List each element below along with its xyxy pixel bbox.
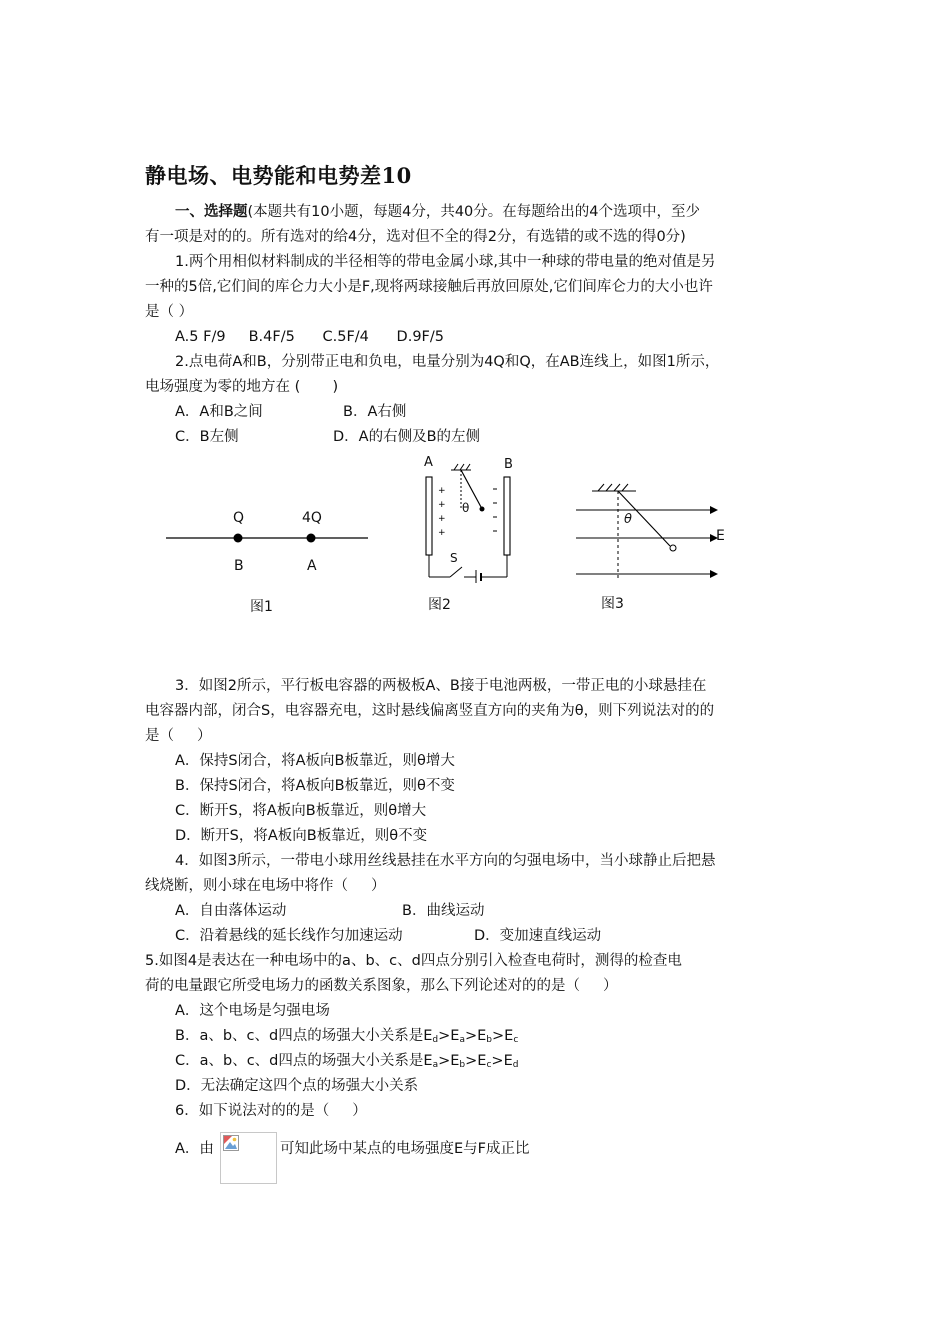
plus-sign: + xyxy=(438,528,446,538)
q3-option-c: C．断开S，将A板向B板靠近，则θ增大 xyxy=(175,803,427,819)
q3-line1: 3．如图2所示，平行板电容器的两极板A、B接于电池两极，一带正电的小球悬挂在 xyxy=(175,678,707,694)
switch-lever xyxy=(450,567,462,577)
hatch xyxy=(598,484,604,491)
q4-option-b: B．曲线运动 xyxy=(402,903,485,919)
symbol-e: E xyxy=(423,1028,433,1044)
q4-option-d: D．变加速直线运动 xyxy=(474,928,602,944)
q5-option-c-text: C．a、b、c、d四点的场强大小关系是 xyxy=(175,1053,424,1069)
q5-option-c xyxy=(175,1051,518,1075)
hatch xyxy=(606,484,612,491)
q5-line1: 5.如图4是表达在一种电场中的a、b、c、d四点分别引入检查电荷时，测得的检查电 xyxy=(145,953,682,969)
q6-option-a-prefix: A．由 xyxy=(175,1141,214,1157)
q2-option-c: C．B左侧 xyxy=(175,429,239,445)
section-heading: 一、选择题 xyxy=(175,204,248,220)
hatch xyxy=(454,464,458,470)
section-intro-line1 xyxy=(175,202,700,222)
subscript-d: d xyxy=(432,1035,439,1045)
symbol-e: E xyxy=(503,1053,513,1069)
document-title: 静电场、电势能和电势差10 xyxy=(145,163,412,188)
figure-3 xyxy=(572,478,732,584)
symbol-e: E xyxy=(504,1028,514,1044)
q3-option-b: B．保持S闭合，将A板向B板靠近，则θ不变 xyxy=(175,778,455,794)
subscript-b: b xyxy=(486,1035,492,1045)
greater-than: > xyxy=(464,1028,478,1044)
hatch xyxy=(622,484,628,491)
q6-line1: 6．如下说法对的的是（ ） xyxy=(175,1103,367,1119)
greater-than: > xyxy=(492,1028,505,1044)
q5-option-b xyxy=(175,1026,518,1050)
charge-b-dot xyxy=(234,534,243,543)
charged-ball xyxy=(670,545,676,551)
q1-line2: 一种的5倍,它们间的库仑力大小是F,现将两球接触后再放回原处,它们间库仑力的大小也许 xyxy=(145,279,713,295)
fig2-plate-b-label: B xyxy=(504,457,513,472)
fig3-angle-label: θ xyxy=(624,512,632,527)
symbol-e: E xyxy=(450,1028,460,1044)
q2-option-d: D．A的右侧及B的左侧 xyxy=(333,429,481,445)
plus-sign: + xyxy=(438,500,446,510)
subscript-a: a xyxy=(459,1035,465,1045)
section-intro-line2: 有一项是对的的。所有选对的给4分，选对但不全的得2分，有选错的或不选的得0分) xyxy=(145,229,686,245)
q5-option-b-text: B．a、b、c、d四点的场强大小关系是 xyxy=(175,1028,424,1044)
subscript-c: c xyxy=(486,1060,492,1070)
section-intro-text: (本题共有10小题，每题4分，共40分。在每题给出的4个选项中，至少 xyxy=(247,204,701,220)
q3-option-d: D．断开S，将A板向B板靠近，则θ不变 xyxy=(175,828,428,844)
fig3-field-label: E xyxy=(716,528,725,544)
q2-line2: 电场强度为零的地方在 ( ) xyxy=(145,379,339,395)
hatch xyxy=(466,464,470,470)
symbol-e: E xyxy=(423,1053,433,1069)
q2-option-b: B．A右侧 xyxy=(343,404,407,420)
subscript-b: b xyxy=(459,1060,466,1070)
charged-ball xyxy=(480,507,485,512)
greater-than: > xyxy=(438,1053,451,1069)
greater-than: > xyxy=(491,1053,504,1069)
fig1-point-a: A xyxy=(307,558,317,574)
q5-option-d: D．无法确定这四个点的场强大小关系 xyxy=(175,1078,419,1094)
subscript-d: d xyxy=(512,1060,519,1070)
q1-line3: 是（ ） xyxy=(145,304,194,320)
q5-line2: 荷的电量跟它所受电场力的函数关系图象，那么下列论述对的的是（ ） xyxy=(145,978,618,994)
subscript-a: a xyxy=(432,1060,439,1070)
figure-2-caption: 图2 xyxy=(428,597,451,613)
figure-2 xyxy=(408,455,530,583)
figure-2-diagram xyxy=(408,455,530,583)
subscript-c: c xyxy=(513,1035,519,1045)
greater-than: > xyxy=(465,1053,478,1069)
broken-image-icon xyxy=(223,1135,239,1151)
q3-line2: 电容器内部，闭合S，电容器充电，这时悬线偏离竖直方向的夹角为θ，则下列说法对的的 xyxy=(145,703,715,719)
q4-option-a: A．自由落体运动 xyxy=(175,903,287,919)
plus-sign: + xyxy=(438,486,446,496)
q3-line3: 是（ ） xyxy=(145,728,212,744)
greater-than: > xyxy=(438,1028,451,1044)
figure-1-caption: 图1 xyxy=(250,599,273,615)
field-arrowhead xyxy=(710,506,718,514)
symbol-e: E xyxy=(477,1053,487,1069)
broken-formula-image xyxy=(220,1132,277,1184)
q3-option-a: A．保持S闭合，将A板向B板靠近，则θ增大 xyxy=(175,753,455,769)
fig1-charge-q: Q xyxy=(233,510,245,526)
fig1-charge-4q: 4Q xyxy=(302,510,322,526)
q1-line1: 1.两个用相似材料制成的半径相等的带电金属小球,其中一种球的带电量的绝对值是另 xyxy=(175,254,716,270)
figure-1 xyxy=(160,500,375,580)
figure-1-diagram xyxy=(160,500,375,580)
fig2-switch-label: S xyxy=(450,551,458,565)
hatch xyxy=(460,464,464,470)
q5-option-a: A．这个电场是匀强电场 xyxy=(175,1003,330,1019)
q4-option-c: C．沿着悬线的延长线作匀加速运动 xyxy=(175,928,403,944)
plate-a xyxy=(426,477,432,555)
q6-option-a-suffix: 可知此场中某点的电场强度E与F成正比 xyxy=(280,1141,530,1157)
q4-line1: 4．如图3所示，一带电小球用丝线悬挂在水平方向的匀强电场中，当小球静止后把悬 xyxy=(175,853,716,869)
figure-3-caption: 图3 xyxy=(601,596,624,612)
plate-b xyxy=(504,477,510,555)
symbol-e: E xyxy=(450,1053,460,1069)
q2-option-a: A．A和B之间 xyxy=(175,404,263,420)
q4-line2: 线烧断，则小球在电场中将作（ ） xyxy=(145,878,386,894)
figure-3-diagram xyxy=(572,478,732,584)
plus-sign: + xyxy=(438,514,446,524)
hatch xyxy=(614,484,620,491)
charge-a-dot xyxy=(307,534,316,543)
fig2-plate-a-label: A xyxy=(424,455,433,470)
q2-line1: 2.点电荷A和B，分别带正电和负电，电量分别为4Q和Q，在AB连线上，如图1所示， xyxy=(175,354,720,370)
fig1-point-b: B xyxy=(234,558,244,574)
field-arrowhead xyxy=(710,570,718,578)
fig2-angle-label: θ xyxy=(462,501,470,515)
q1-options: A.5 F/9 B.4F/5 C.5F/4 D.9F/5 xyxy=(175,329,445,345)
symbol-e: E xyxy=(477,1028,487,1044)
